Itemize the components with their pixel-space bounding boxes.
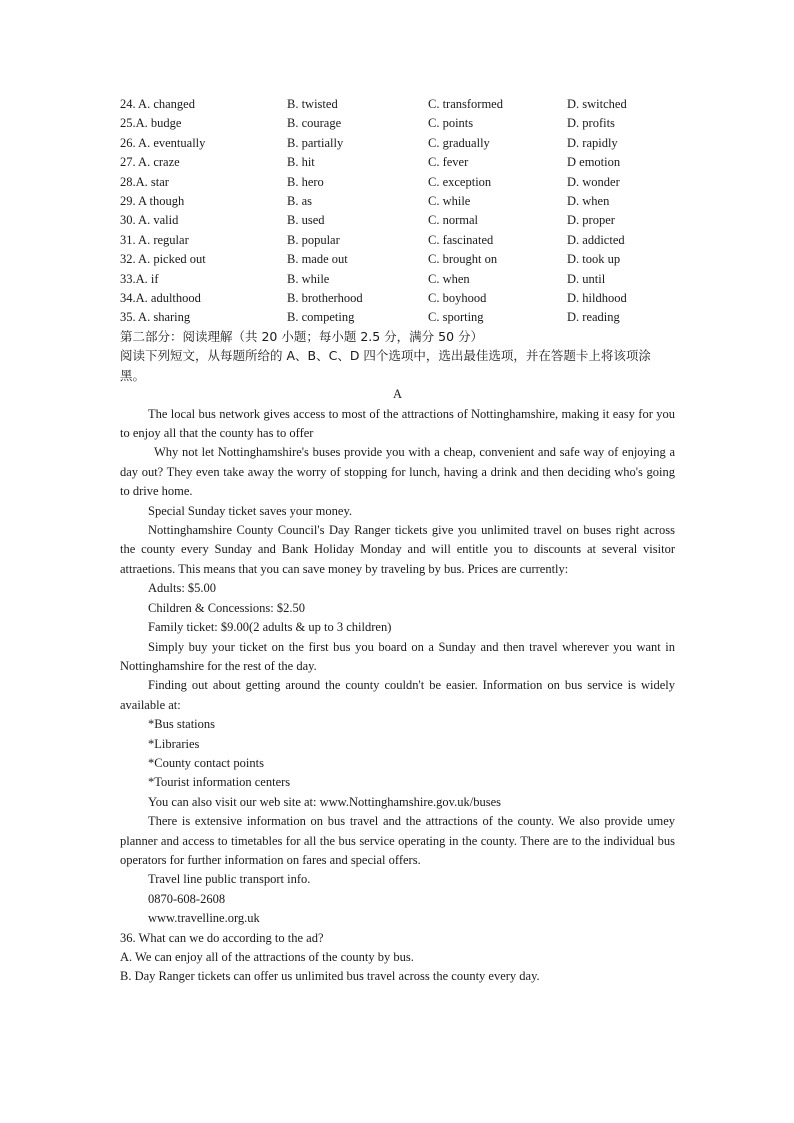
option-b: B. popular bbox=[287, 232, 340, 247]
question-36-option-a: A. We can enjoy all of the attractions of the county by bus. bbox=[120, 950, 414, 964]
option-a: 33.A. if bbox=[120, 271, 159, 286]
option-d: D. when bbox=[567, 193, 610, 208]
option-a: 27. A. craze bbox=[120, 155, 180, 170]
option-a: 24. A. changed bbox=[120, 97, 195, 111]
option-row-32 bbox=[120, 250, 680, 269]
option-row-31 bbox=[120, 231, 680, 250]
option-b: B. as bbox=[287, 193, 312, 208]
option-b: B. made out bbox=[287, 252, 348, 267]
passage-paragraph-2: Why not let Nottinghamshire's buses provide you with a cheap, convenient and safe way of enjoying a day out? They even take away the worry of stopping for lunch, having a drink and then deciding who's going to drive home. bbox=[120, 445, 675, 499]
price-adults: Adults: $5.00 bbox=[148, 581, 217, 596]
location-county-contact: *County contact points bbox=[148, 755, 264, 770]
option-row-34 bbox=[120, 289, 680, 308]
option-row-28 bbox=[120, 173, 680, 192]
question-36-option-b: B. Day Ranger tickets can offer us unlimited bus travel across the county every day. bbox=[120, 969, 540, 984]
passage-paragraph-1: The local bus network gives access to most of the attractions of Nottinghamshire, making it easy for you to enjoy all that the county has to offer bbox=[120, 406, 675, 441]
option-b: B. used bbox=[287, 213, 325, 228]
option-c: C. exception bbox=[428, 174, 492, 189]
passage-paragraph-5: Simply buy your ticket on the first bus you board on a Sunday and then travel wherever you want in Nottinghamshire for the rest of the day. bbox=[120, 639, 675, 673]
section-instruction: 阅读下列短文，从每题所给的 A、B、C、D 四个选项中，选出最佳选项，并在答题卡上将该项涂黑。 bbox=[120, 348, 651, 383]
contact-phone: 0870-608-2608 bbox=[148, 891, 226, 906]
option-d: D. reading bbox=[567, 310, 620, 325]
option-a: 29. A though bbox=[120, 193, 185, 208]
option-d: D emotion bbox=[567, 155, 621, 170]
cloze-options-grid bbox=[120, 95, 680, 328]
option-d: D. took up bbox=[567, 252, 621, 267]
passage-paragraph-4: Nottinghamshire County Council's Day Ranger tickets give you unlimited travel on buses right across the county every Sunday and Bank Holiday Monday and will entitle you to discounts at several visitor attraetions. This means that you can save money by traveling by bus. Prices are currently: bbox=[120, 523, 675, 576]
contact-website: www.travelline.org.uk bbox=[148, 911, 260, 926]
location-libraries: *Libraries bbox=[148, 736, 200, 751]
option-c: C. gradually bbox=[428, 135, 490, 150]
location-bus-stations: *Bus stations bbox=[148, 717, 216, 732]
option-b: B. competing bbox=[287, 310, 355, 325]
option-a: 25.A. budge bbox=[120, 116, 182, 131]
option-d: D. switched bbox=[567, 97, 627, 111]
option-b: B. courage bbox=[287, 116, 342, 131]
option-c: C. while bbox=[428, 193, 471, 208]
option-d: D. hildhood bbox=[567, 290, 627, 305]
option-d: D. proper bbox=[567, 213, 615, 228]
option-c: C. transformed bbox=[428, 97, 503, 111]
option-d: D. until bbox=[567, 271, 606, 286]
option-c: C. fever bbox=[428, 155, 469, 170]
option-c: C. points bbox=[428, 116, 474, 131]
section-header: 第二部分：阅读理解（共 20 小题；每小题 2.5 分，满分 50 分） bbox=[120, 329, 484, 344]
option-d: D. profits bbox=[567, 116, 615, 131]
option-d: D. rapidly bbox=[567, 135, 618, 150]
option-row-35 bbox=[120, 308, 680, 327]
question-36: 36. What can we do according to the ad? bbox=[120, 930, 324, 945]
option-b: B. while bbox=[287, 271, 330, 286]
option-a: 30. A. valid bbox=[120, 213, 179, 228]
passage-paragraph-3: Special Sunday ticket saves your money. bbox=[148, 503, 353, 518]
option-c: C. brought on bbox=[428, 252, 498, 267]
option-b: B. hero bbox=[287, 174, 324, 189]
option-row-33 bbox=[120, 270, 680, 289]
option-row-24 bbox=[120, 95, 680, 114]
option-row-25 bbox=[120, 114, 680, 133]
option-a: 34.A. adulthood bbox=[120, 290, 201, 305]
option-c: C. normal bbox=[428, 213, 478, 228]
passage-label: A bbox=[392, 387, 403, 402]
option-b: B. twisted bbox=[287, 97, 338, 111]
option-c: C. sporting bbox=[428, 310, 484, 325]
option-a: 32. A. picked out bbox=[120, 252, 206, 267]
option-a: 26. A. eventually bbox=[120, 135, 206, 150]
reading-section bbox=[120, 327, 675, 987]
price-children: Children & Concessions: $2.50 bbox=[148, 600, 305, 615]
option-c: C. fascinated bbox=[428, 232, 494, 247]
location-tourist-centers: *Tourist information centers bbox=[148, 775, 291, 790]
option-c: C. boyhood bbox=[428, 290, 487, 305]
option-b: B. hit bbox=[287, 155, 315, 170]
option-a: 28.A. star bbox=[120, 174, 169, 189]
option-a: 35. A. sharing bbox=[120, 310, 191, 325]
option-d: D. wonder bbox=[567, 174, 620, 189]
option-row-27 bbox=[120, 153, 680, 172]
price-family: Family ticket: $9.00(2 adults & up to 3 children) bbox=[148, 620, 392, 635]
option-b: B. partially bbox=[287, 135, 344, 150]
passage-paragraph-9: Travel line public transport info. bbox=[148, 872, 311, 887]
option-c: C. when bbox=[428, 271, 470, 286]
passage-paragraph-7: You can also visit our web site at: www.Nottinghamshire.gov.uk/buses bbox=[148, 794, 501, 809]
option-d: D. addicted bbox=[567, 232, 625, 247]
option-row-26 bbox=[120, 134, 680, 153]
option-a: 31. A. regular bbox=[120, 232, 189, 247]
passage-paragraph-6: Finding out about getting around the county couldn't be easier. Information on bus service is widely available at: bbox=[120, 678, 675, 712]
option-b: B. brotherhood bbox=[287, 290, 363, 305]
passage-paragraph-8: There is extensive information on bus travel and the attractions of the county. We also provide umey planner and access to timetables for all the bus service operating in the county. There are to the individual bus operators for further information on fares and special offers. bbox=[120, 814, 675, 867]
option-row-29 bbox=[120, 192, 680, 211]
option-row-30 bbox=[120, 211, 680, 230]
